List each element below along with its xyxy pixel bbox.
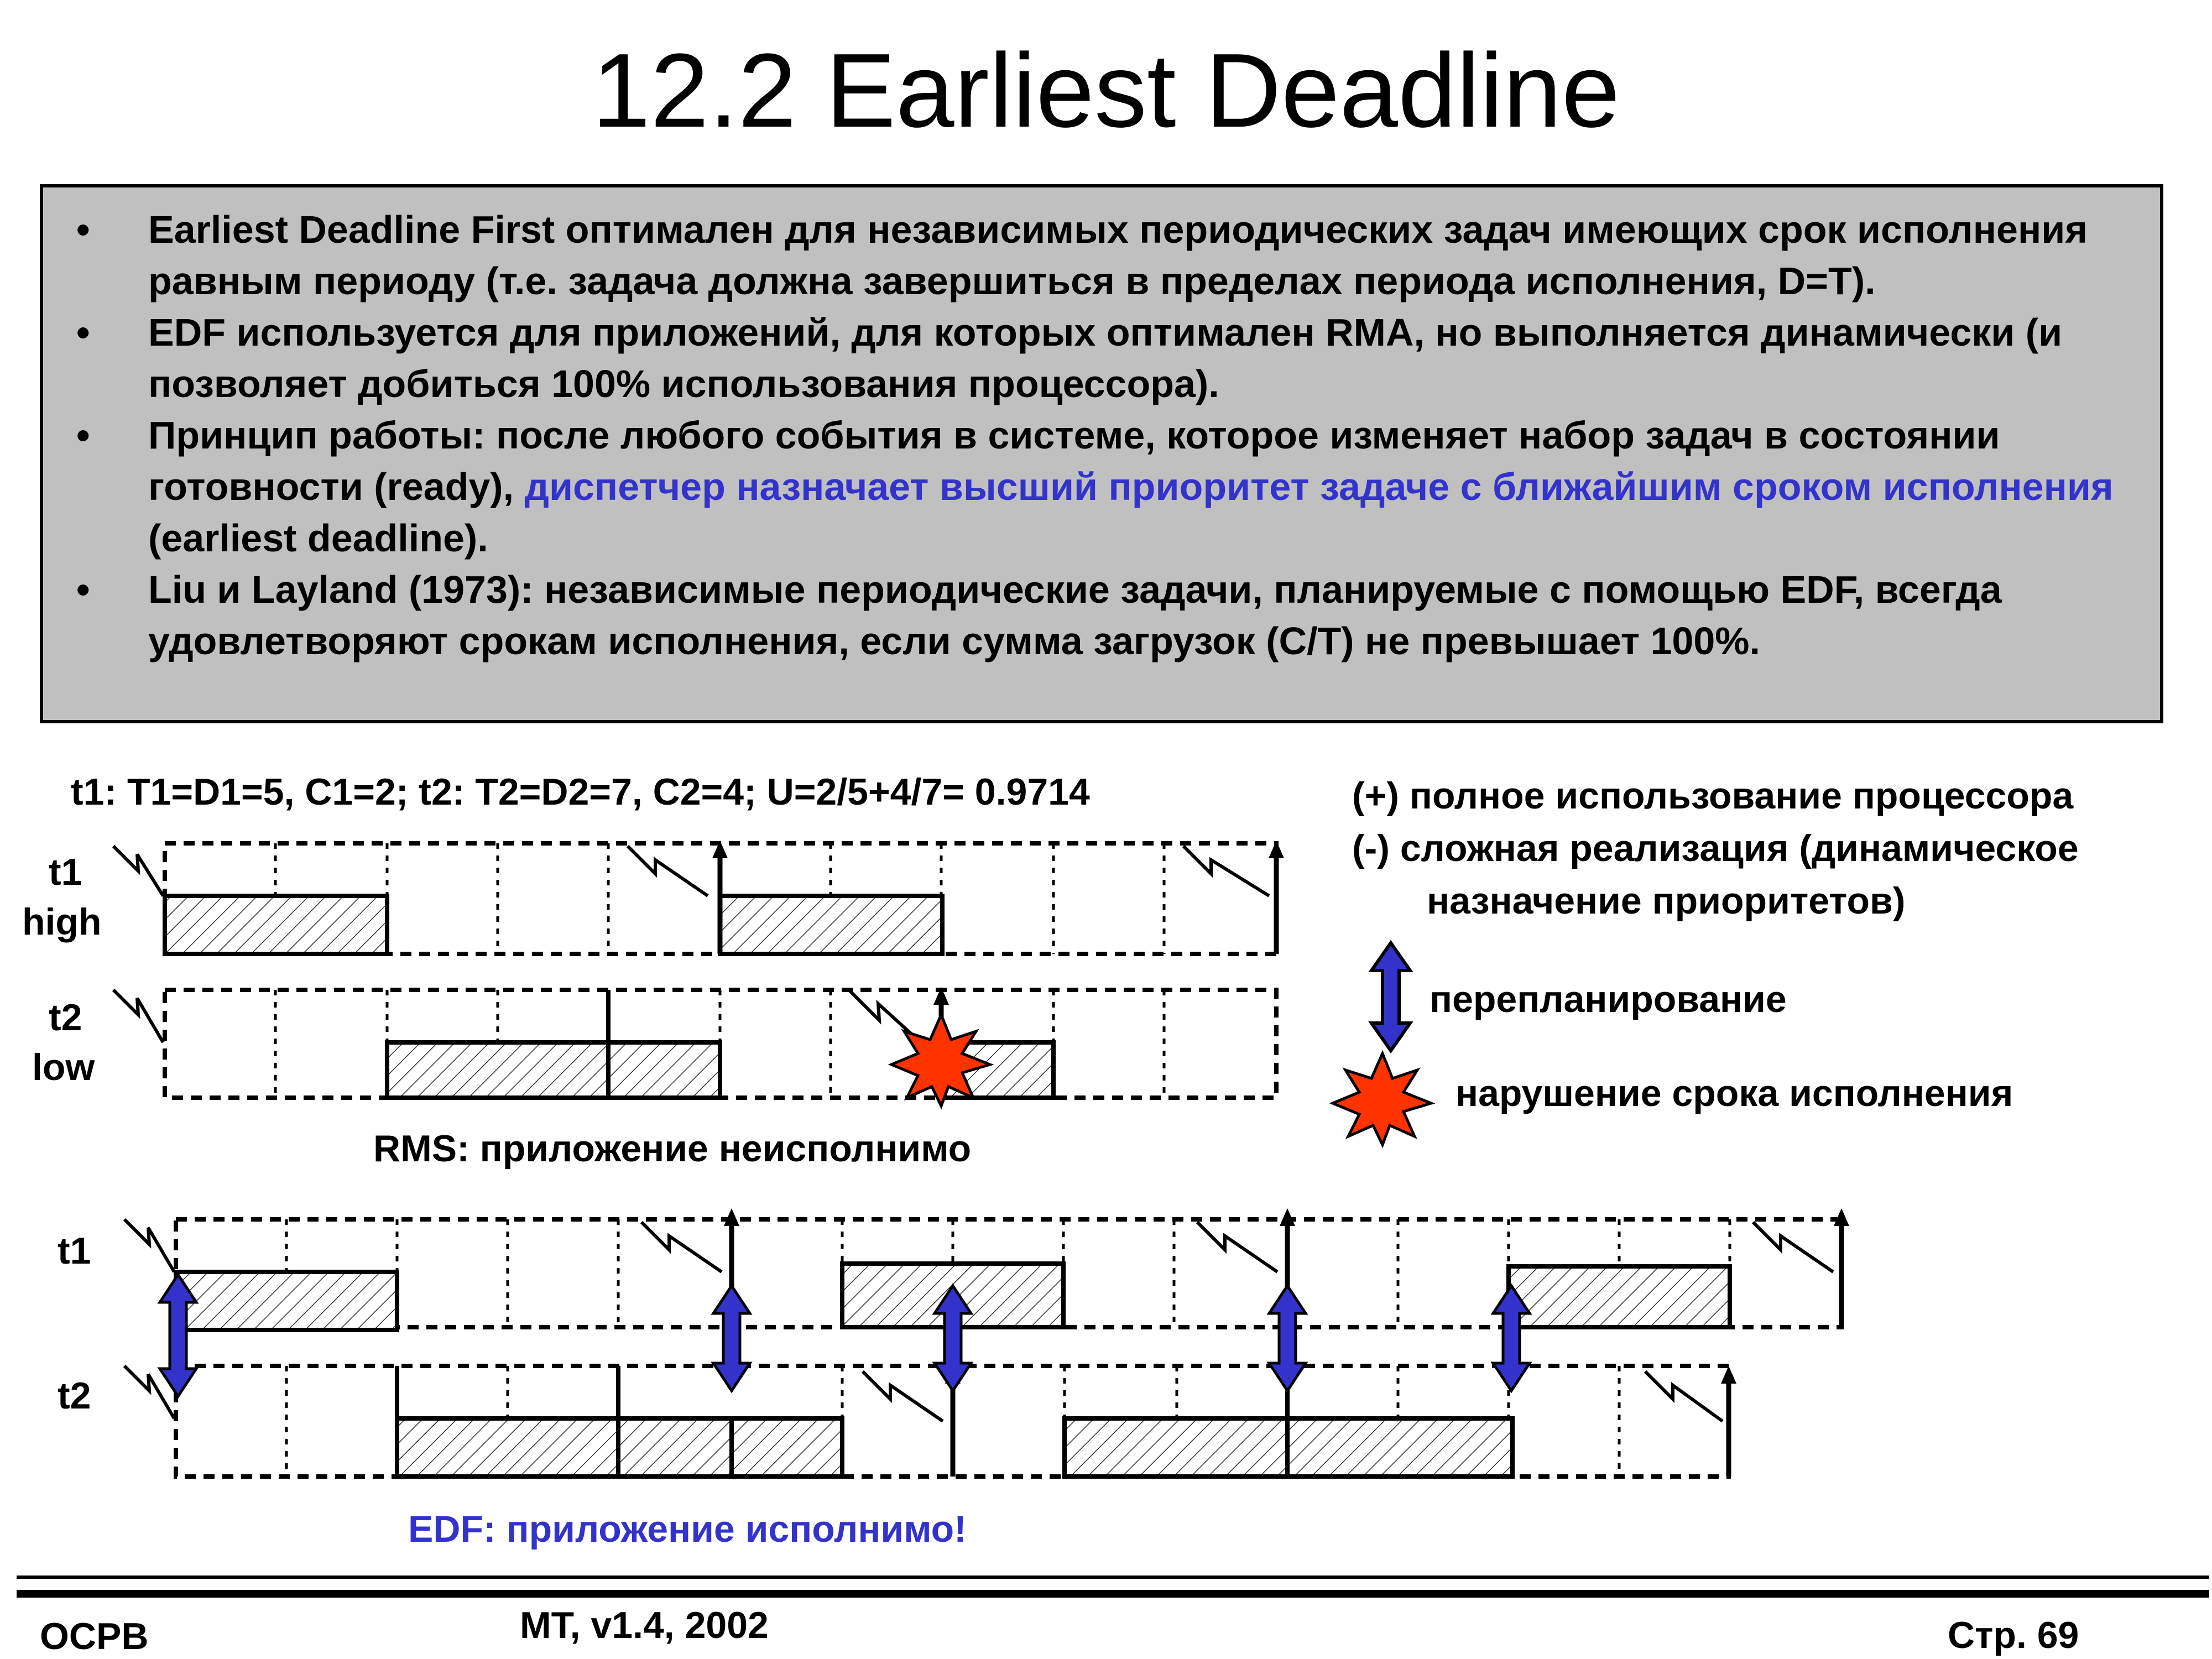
reschedule-icon bbox=[1269, 1286, 1306, 1391]
edf-t1-exec-1 bbox=[176, 1272, 397, 1330]
rms-t1-sub: high bbox=[22, 901, 102, 943]
rms-t1-row bbox=[113, 841, 1284, 954]
bullet-text: EDF используется для приложений, для которых оптимален RMA, но выполняется динамически (и позволяет добиться 100% использования процессора). bbox=[148, 311, 2063, 405]
bullet-dot-icon: • bbox=[76, 568, 90, 611]
footer-center: MT, v1.4, 2002 bbox=[520, 1604, 769, 1646]
footer-page: Стр. 69 bbox=[1948, 1614, 2079, 1656]
legend-minus: (-) сложная реализация (динамическое bbox=[1352, 827, 2079, 869]
footer-left: ОСРВ bbox=[40, 1615, 149, 1657]
bullet-text: Earliest Deadline First оптимален для независимых периодических задач имеющих срок исполнения равным периоду (т.е. задача должна завершиться в пределах периода исполнения, D=T). bbox=[148, 208, 2088, 302]
release-arrow bbox=[1753, 1222, 1833, 1272]
bullet-dot-icon: • bbox=[76, 208, 90, 251]
edf-t2-row bbox=[124, 1366, 1736, 1477]
edf-t1-row bbox=[124, 1208, 1849, 1330]
edf-t1-exec-3 bbox=[1509, 1266, 1730, 1327]
release-arrow bbox=[641, 1222, 722, 1272]
rms-t2-exec-1 bbox=[387, 1042, 720, 1098]
bullet-text: Liu и Layland (1973): независимые периодические задачи, планируемые с помощью EDF, всегда удовлетворяют срокам исполнения, если сумма загрузок (C/T) не превышает 100%. bbox=[148, 568, 2002, 662]
bullet-dot-icon: • bbox=[76, 311, 90, 354]
rms-t1-exec-2 bbox=[720, 896, 942, 954]
bullet-dot-icon: • bbox=[76, 414, 90, 457]
legend-minus-cont: назначение приоритетов) bbox=[1427, 880, 1906, 922]
release-arrow bbox=[1645, 1371, 1723, 1421]
page-title: 12.2 Earliest Deadline bbox=[592, 32, 1620, 149]
rms-t2-sub: low bbox=[32, 1046, 95, 1088]
release-arrow bbox=[1197, 1222, 1277, 1272]
legend-violation-label: нарушение срока исполнения bbox=[1455, 1072, 2013, 1114]
rms-t1-exec-1 bbox=[165, 896, 387, 954]
reschedule-icon bbox=[160, 1275, 196, 1396]
rms-t2-label: t2 bbox=[49, 997, 82, 1039]
reschedule-icon bbox=[1371, 943, 1410, 1051]
violation-icon bbox=[1333, 1053, 1431, 1145]
release-arrow bbox=[113, 846, 163, 896]
release-arrow bbox=[124, 1219, 174, 1272]
rms-caption: RMS: приложение неисполнимо bbox=[373, 1128, 972, 1170]
task-params: t1: T1=D1=5, C1=2; t2: T2=D2=7, C2=4; U=2/5+4/7= 0.9714 bbox=[71, 771, 1090, 813]
reschedule-icon bbox=[713, 1286, 750, 1391]
edf-t1-label: t1 bbox=[58, 1230, 91, 1272]
release-arrow bbox=[863, 1371, 943, 1421]
rms-t2-row bbox=[113, 987, 1276, 1106]
legend-icons bbox=[1333, 943, 1431, 1145]
bullet-text: (earliest deadline). bbox=[148, 517, 488, 560]
edf-t2-label: t2 bbox=[58, 1375, 91, 1417]
edf-caption: EDF: приложение исполнимо! bbox=[408, 1508, 967, 1550]
legend-reschedule-label: перепланирование bbox=[1430, 978, 1787, 1020]
release-arrow bbox=[1183, 846, 1269, 896]
release-arrow bbox=[113, 990, 163, 1042]
highlight-text: диспетчер назначает высший приоритет задаче с ближайшим сроком исполнения bbox=[524, 465, 2114, 508]
rms-t1-label: t1 bbox=[49, 851, 82, 893]
bullet-text: Принцип работы: после любого события в системе, которое изменяет набор задач в состоянии готовности (ready), bbox=[148, 414, 2000, 508]
legend-plus: (+) полное использование процессора bbox=[1352, 775, 2074, 817]
release-arrow bbox=[628, 846, 708, 896]
